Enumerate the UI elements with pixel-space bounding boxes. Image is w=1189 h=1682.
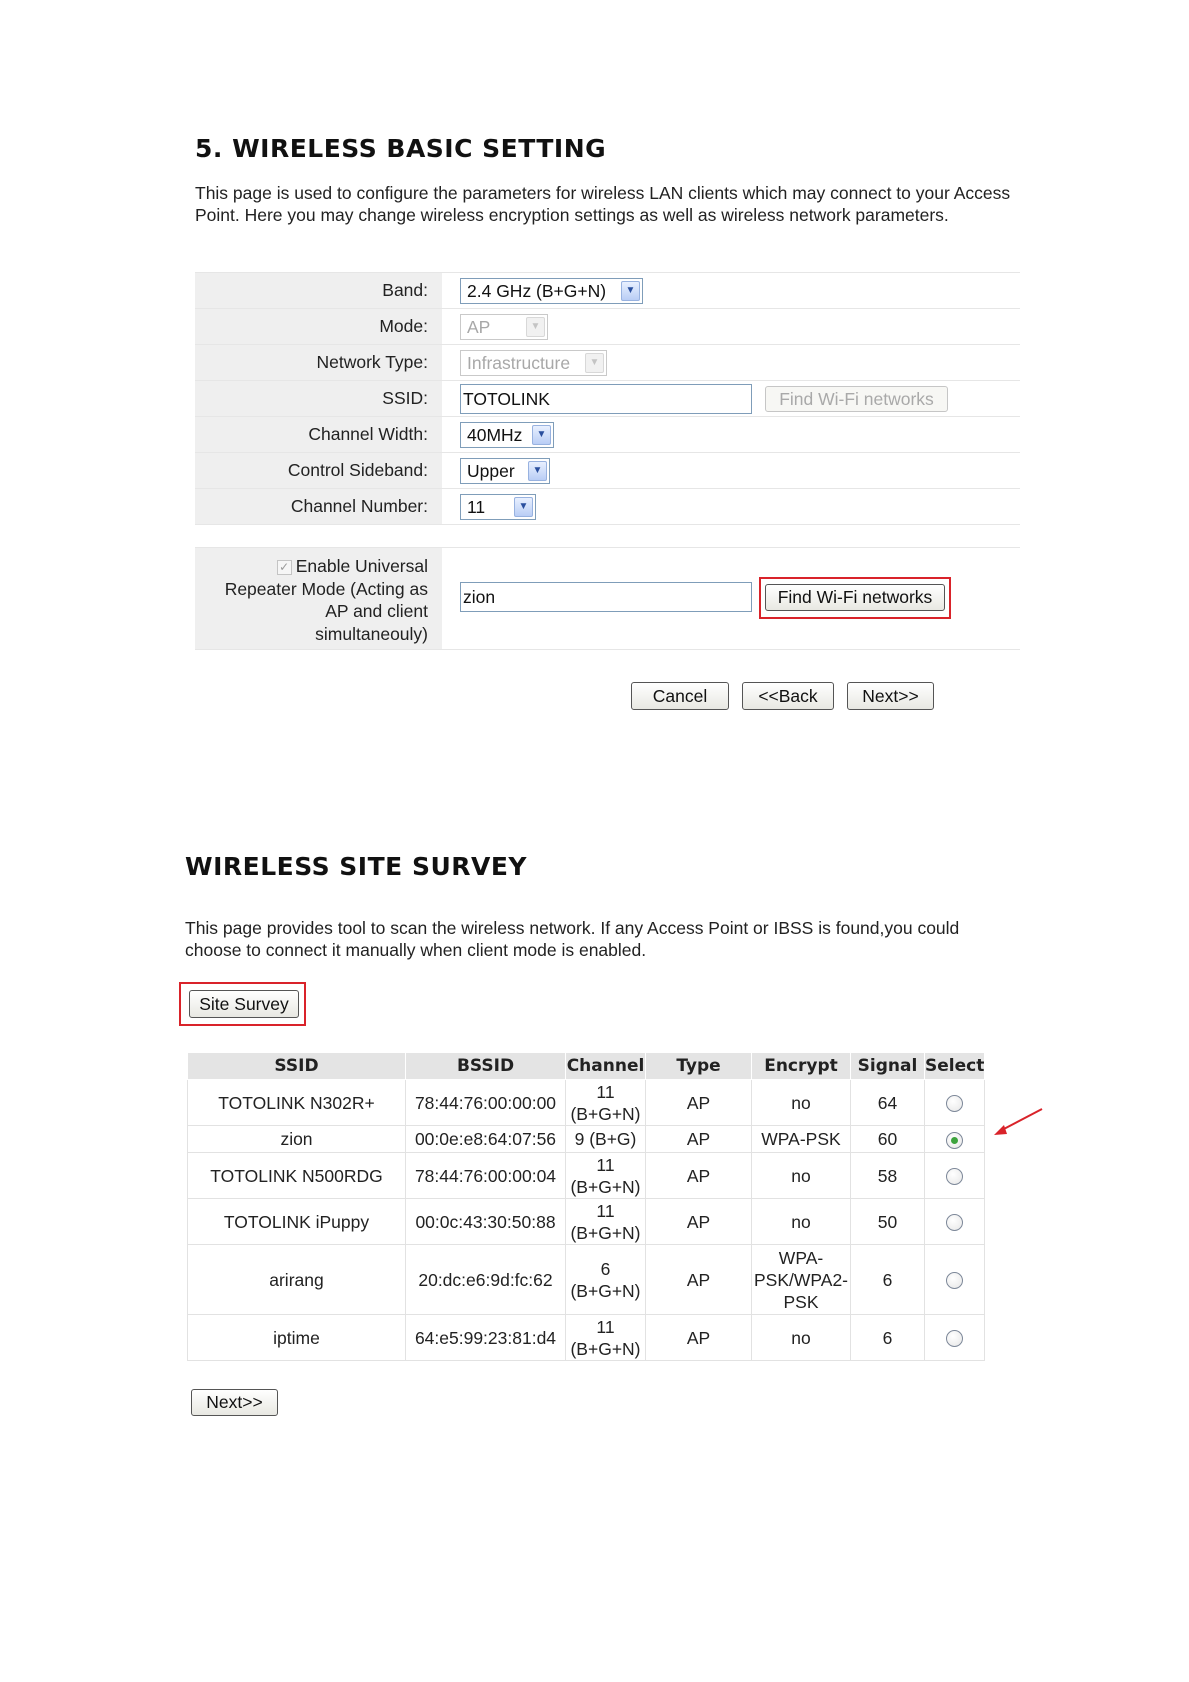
chevron-down-icon: ▼ — [621, 281, 640, 301]
encrypt-cell: no — [752, 1080, 851, 1126]
type-cell: AP — [646, 1199, 752, 1245]
ssid-cell: zion — [188, 1126, 406, 1153]
signal-cell: 50 — [851, 1199, 925, 1245]
channel-width-row — [195, 416, 1020, 452]
control-sideband-label: Control Sideband: — [195, 453, 442, 488]
column-header: Channel — [566, 1053, 646, 1080]
encrypt-cell: WPA-PSK/WPA2-PSK — [752, 1245, 851, 1315]
repeater-label-line4: simultaneouly) — [315, 623, 428, 644]
select-radio[interactable] — [946, 1272, 963, 1289]
repeater-label-line2: Repeater Mode (Acting as — [224, 578, 428, 599]
select-radio[interactable] — [946, 1214, 963, 1231]
ssid-cell: arirang — [188, 1245, 406, 1315]
band-value: 2.4 GHz (B+G+N) — [467, 281, 607, 301]
type-cell: AP — [646, 1126, 752, 1153]
band-select[interactable] — [460, 278, 643, 304]
bssid-cell: 00:0e:e8:64:07:56 — [406, 1126, 566, 1153]
band-label: Band: — [195, 273, 442, 308]
column-header: Signal — [851, 1053, 925, 1080]
ssid-cell: TOTOLINK iPuppy — [188, 1199, 406, 1245]
ssid-label: SSID: — [195, 381, 442, 416]
select-radio[interactable] — [946, 1330, 963, 1347]
chevron-down-icon: ▼ — [526, 317, 545, 337]
bssid-cell: 20:dc:e6:9d:fc:62 — [406, 1245, 566, 1315]
column-header: SSID — [188, 1053, 406, 1080]
type-cell: AP — [646, 1315, 752, 1361]
site-survey-description: This page provides tool to scan the wireless network. If any Access Point or IBSS is found,you could choose to connect it manually when client mode is enabled. — [185, 918, 960, 960]
network-type-label: Network Type: — [195, 345, 442, 380]
chevron-down-icon: ▼ — [528, 461, 547, 481]
chevron-down-icon: ▼ — [585, 353, 604, 373]
network-type-select — [460, 350, 607, 376]
survey-next-button[interactable]: Next>> — [191, 1389, 278, 1416]
repeater-label-line1 — [195, 555, 428, 578]
mode-select — [460, 314, 548, 340]
site-survey-button[interactable]: Site Survey — [189, 990, 299, 1018]
table-row — [188, 1199, 985, 1245]
column-header: Type — [646, 1053, 752, 1080]
channel-cell: 9 (B+G) — [566, 1126, 646, 1153]
select-radio[interactable] — [946, 1132, 963, 1149]
control-sideband-value: Upper — [467, 461, 515, 481]
repeater-label-line3: AP and client — [325, 601, 428, 621]
select-cell — [925, 1080, 985, 1126]
select-cell — [925, 1126, 985, 1153]
repeater-label — [195, 548, 442, 649]
table-row — [188, 1080, 985, 1126]
red-arrow-icon — [990, 1105, 1046, 1141]
table-row — [188, 1245, 985, 1315]
bssid-cell: 00:0c:43:30:50:88 — [406, 1199, 566, 1245]
channel-cell: 6 (B+G+N) — [566, 1245, 646, 1315]
repeater-enable-checkbox[interactable]: ✓ — [277, 560, 292, 575]
basic-setting-title: 5. WIRELESS BASIC SETTING — [195, 134, 607, 163]
type-cell: AP — [646, 1153, 752, 1199]
back-button[interactable]: <<Back — [742, 682, 834, 710]
repeater-find-wifi-button[interactable]: Find Wi-Fi networks — [765, 584, 945, 611]
network-type-value: Infrastructure — [467, 353, 571, 373]
bssid-cell: 78:44:76:00:00:00 — [406, 1080, 566, 1126]
ssid-input[interactable]: TOTOLINK — [460, 384, 752, 414]
repeater-row — [195, 547, 1020, 650]
mode-label: Mode: — [195, 309, 442, 344]
channel-number-select[interactable] — [460, 494, 536, 520]
signal-cell: 6 — [851, 1245, 925, 1315]
table-row — [188, 1315, 985, 1361]
column-header: BSSID — [406, 1053, 566, 1080]
ssid-cell: TOTOLINK N302R+ — [188, 1080, 406, 1126]
channel-cell: 11 (B+G+N) — [566, 1080, 646, 1126]
signal-cell: 60 — [851, 1126, 925, 1153]
repeater-ssid-input[interactable]: zion — [460, 582, 752, 612]
signal-cell: 58 — [851, 1153, 925, 1199]
ssid-find-wifi-button: Find Wi-Fi networks — [765, 386, 948, 412]
select-radio[interactable] — [946, 1168, 963, 1185]
bssid-cell: 64:e5:99:23:81:d4 — [406, 1315, 566, 1361]
channel-number-label: Channel Number: — [195, 489, 442, 524]
encrypt-cell: no — [752, 1199, 851, 1245]
type-cell: AP — [646, 1080, 752, 1126]
chevron-down-icon: ▼ — [532, 425, 551, 445]
control-sideband-select[interactable] — [460, 458, 550, 484]
type-cell: AP — [646, 1245, 752, 1315]
repeater-label-text1: Enable Universal — [295, 556, 428, 576]
site-survey-title: WIRELESS SITE SURVEY — [185, 852, 528, 881]
cancel-button[interactable]: Cancel — [631, 682, 729, 710]
channel-width-value: 40MHz — [467, 425, 523, 445]
ssid-cell: TOTOLINK N500RDG — [188, 1153, 406, 1199]
form-divider — [195, 524, 1020, 525]
channel-width-select[interactable] — [460, 422, 554, 448]
signal-cell: 6 — [851, 1315, 925, 1361]
control-sideband-row — [195, 452, 1020, 488]
channel-width-label: Channel Width: — [195, 417, 442, 452]
ssid-row — [195, 380, 1020, 416]
column-header: Select — [925, 1053, 985, 1080]
channel-number-value: 11 — [467, 497, 486, 517]
channel-cell: 11 (B+G+N) — [566, 1315, 646, 1361]
chevron-down-icon: ▼ — [514, 497, 533, 517]
channel-number-row — [195, 488, 1020, 524]
ssid-cell: iptime — [188, 1315, 406, 1361]
select-radio[interactable] — [946, 1095, 963, 1112]
band-row — [195, 272, 1020, 308]
select-cell — [925, 1315, 985, 1361]
encrypt-cell: no — [752, 1153, 851, 1199]
select-cell — [925, 1199, 985, 1245]
bssid-cell: 78:44:76:00:00:04 — [406, 1153, 566, 1199]
encrypt-cell: WPA-PSK — [752, 1126, 851, 1153]
table-header-row — [188, 1053, 985, 1080]
next-button[interactable]: Next>> — [847, 682, 934, 710]
select-cell — [925, 1153, 985, 1199]
encrypt-cell: no — [752, 1315, 851, 1361]
signal-cell: 64 — [851, 1080, 925, 1126]
table-row — [188, 1153, 985, 1199]
network-type-row — [195, 344, 1020, 380]
table-row — [188, 1126, 985, 1153]
channel-cell: 11 (B+G+N) — [566, 1199, 646, 1245]
mode-value: AP — [467, 317, 491, 337]
basic-setting-description: This page is used to configure the parameters for wireless LAN clients which may connect to your Access Point. Here you may change wireless encryption settings as well as wireless network parameters. — [195, 183, 1011, 225]
channel-cell: 11 (B+G+N) — [566, 1153, 646, 1199]
select-cell — [925, 1245, 985, 1315]
mode-row — [195, 308, 1020, 344]
column-header: Encrypt — [752, 1053, 851, 1080]
site-survey-table — [187, 1052, 985, 1361]
